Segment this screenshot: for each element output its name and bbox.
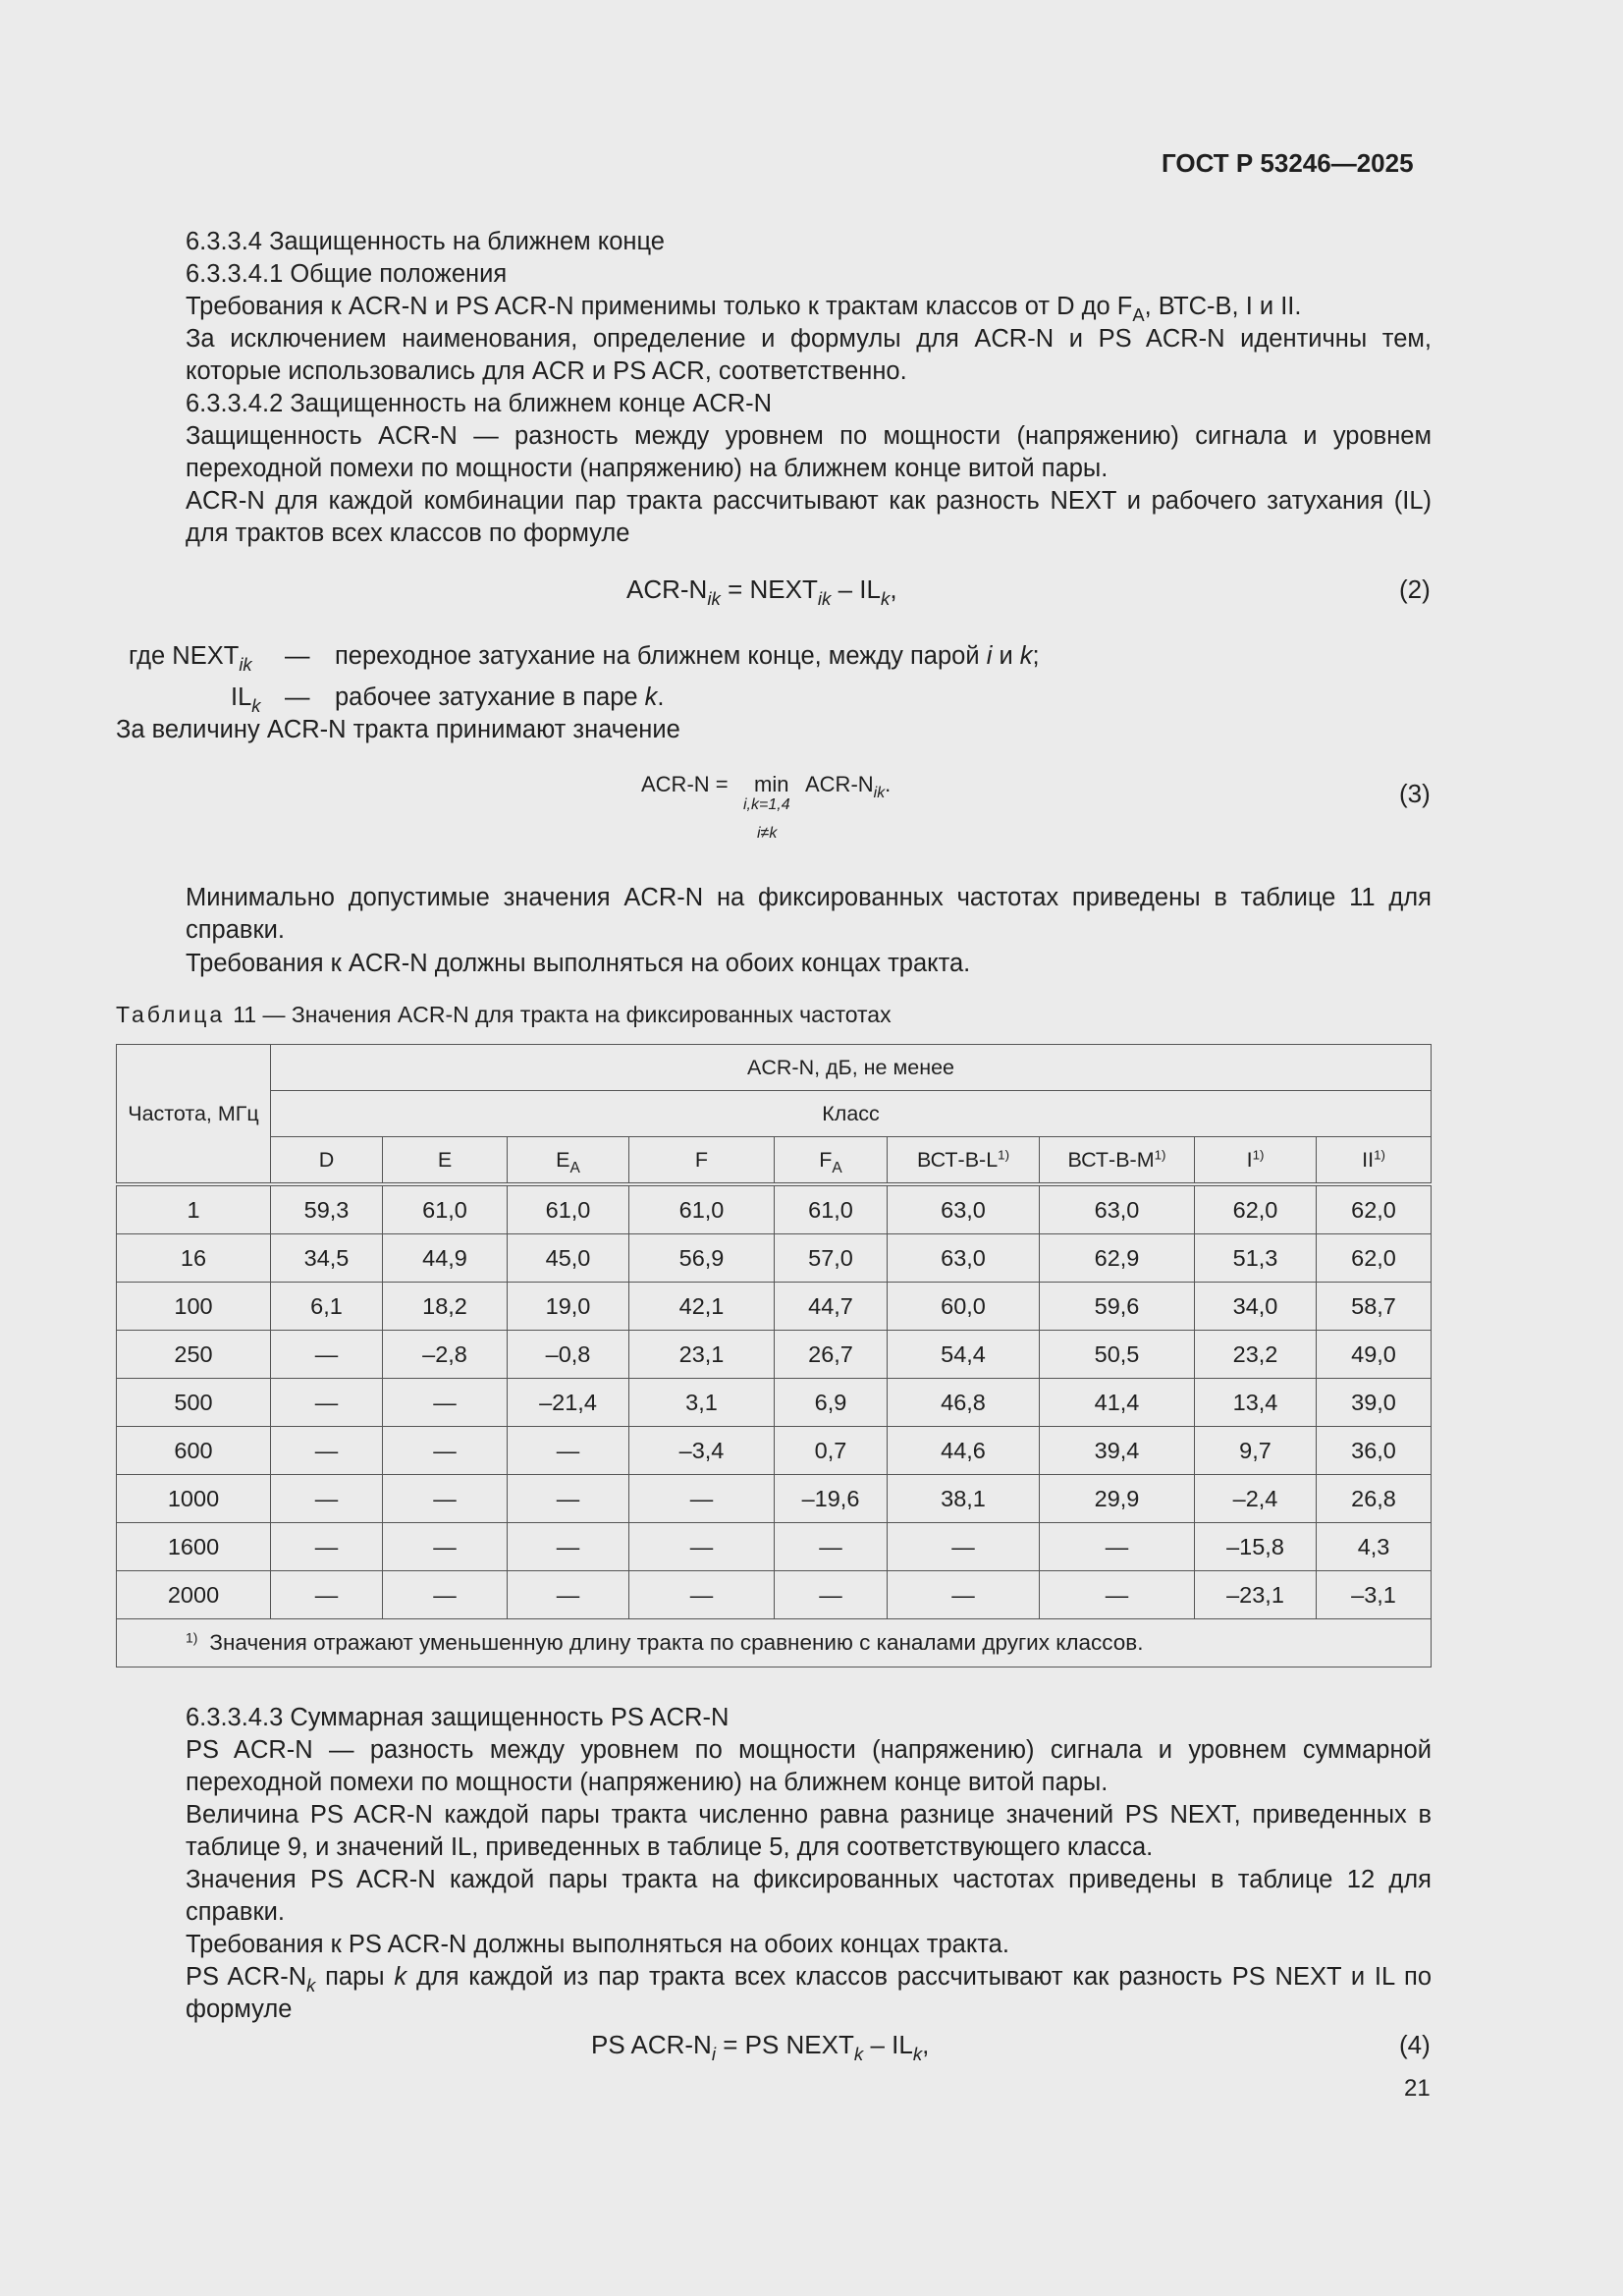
value-cell: 23,1 [629, 1331, 775, 1379]
where-line-next: где $NEXT_{ik}$ [129, 642, 252, 675]
value-cell: 49,0 [1317, 1331, 1432, 1379]
value-cell: –3,4 [629, 1427, 775, 1475]
value-cell: 59,3 [271, 1184, 383, 1234]
value-cell: — [508, 1475, 629, 1523]
value-cell: 58,7 [1317, 1283, 1432, 1331]
frequency-cell: 100 [117, 1283, 271, 1331]
section-heading-63342: 6.3.3.4.2 Защищенность на ближнем конце ACR-N [186, 390, 773, 417]
frequency-cell: 250 [117, 1331, 271, 1379]
value-cell: 61,0 [508, 1184, 629, 1234]
table-row [117, 1475, 1432, 1523]
header-class: Класс [271, 1091, 1432, 1137]
class-column-header: II$^{1)}$ [1317, 1137, 1432, 1185]
paragraph-ps-acr-n-definition: PS ACR-N — разность между уровнем по мощности (напряжению) сигнала и уровнем суммарной переходной помехи по мощности (напряжению) на ближнем конце витой пары. [186, 1736, 1432, 1796]
value-cell: 6,9 [775, 1379, 888, 1427]
table-row [117, 1427, 1432, 1475]
value-cell: –2,4 [1195, 1475, 1317, 1523]
value-cell: 9,7 [1195, 1427, 1317, 1475]
value-cell: 62,0 [1317, 1234, 1432, 1283]
value-cell: –2,8 [383, 1331, 508, 1379]
value-cell: 59,6 [1040, 1283, 1195, 1331]
where-dash-1: — [285, 642, 310, 670]
value-cell: 62,0 [1317, 1184, 1432, 1234]
value-cell: — [629, 1523, 775, 1571]
paragraph-ps-acr-n-calculation: PS ACR-$N_k$ пары k для каждой из пар тракта всех классов рассчитывают как разность PS NEXT и IL по формуле [186, 1963, 1433, 2023]
paragraph-both-ends: Требования к ACR-N должны выполняться на обоих концах тракта. [186, 950, 971, 977]
value-cell: 13,4 [1195, 1379, 1317, 1427]
paragraph-min-values: Минимально допустимые значения ACR-N на фиксированных частотах приведены в таблице 11 для справки. [186, 884, 1432, 944]
value-cell: 62,9 [1040, 1234, 1195, 1283]
value-cell: — [383, 1475, 508, 1523]
value-cell: 63,0 [888, 1234, 1040, 1283]
formula-3-term: ACR-$N_{ik}$. [805, 772, 892, 802]
value-cell: — [383, 1379, 508, 1427]
standard-header: ГОСТ Р 53246—2025 [1162, 148, 1414, 178]
paragraph-definitions: За исключением наименования, определение и формулы для ACR-N и PS ACR-N идентичны тем, которые использовались для ACR и PS ACR, соответственно. [186, 325, 1432, 385]
value-cell: 39,4 [1040, 1427, 1195, 1475]
frequency-cell: 1000 [117, 1475, 271, 1523]
class-column-header: ВСТ-$В-L^{1)}$ [888, 1137, 1040, 1185]
value-cell: — [1040, 1523, 1195, 1571]
formula-3-min: min [754, 772, 789, 796]
value-cell: 61,0 [383, 1184, 508, 1234]
value-cell: — [775, 1571, 888, 1619]
value-cell: — [383, 1523, 508, 1571]
where-dash-2: — [285, 683, 310, 711]
value-cell: 36,0 [1317, 1427, 1432, 1475]
table-row [117, 1331, 1432, 1379]
value-cell: — [271, 1379, 383, 1427]
header-frequency: Частота, МГц [117, 1045, 271, 1185]
value-cell: 45,0 [508, 1234, 629, 1283]
value-cell: — [775, 1523, 888, 1571]
class-column-header: D [271, 1137, 383, 1185]
class-column-header: $F_A$ [775, 1137, 888, 1185]
value-cell: 44,7 [775, 1283, 888, 1331]
paragraph-acr-n-value: За величину ACR-N тракта принимают значение [116, 716, 680, 743]
class-column-header: E [383, 1137, 508, 1185]
frequency-cell: 1600 [117, 1523, 271, 1571]
value-cell: 38,1 [888, 1475, 1040, 1523]
value-cell: 54,4 [888, 1331, 1040, 1379]
formula-4: PS ACR-$N_i$ = PS $NEXT_k - IL_k$, [591, 2030, 930, 2065]
value-cell: 34,5 [271, 1234, 383, 1283]
value-cell: — [629, 1475, 775, 1523]
value-cell: 0,7 [775, 1427, 888, 1475]
where-line-il: $IL_k$ [231, 683, 261, 716]
value-cell: 44,9 [383, 1234, 508, 1283]
value-cell: — [383, 1427, 508, 1475]
table-row [117, 1523, 1432, 1571]
value-cell: 41,4 [1040, 1379, 1195, 1427]
value-cell: 50,5 [1040, 1331, 1195, 1379]
value-cell: 63,0 [888, 1184, 1040, 1234]
value-cell: 61,0 [775, 1184, 888, 1234]
value-cell: 6,1 [271, 1283, 383, 1331]
value-cell: –19,6 [775, 1475, 888, 1523]
value-cell: 19,0 [508, 1283, 629, 1331]
value-cell: 29,9 [1040, 1475, 1195, 1523]
frequency-cell: 16 [117, 1234, 271, 1283]
formula-3-number: (3) [1399, 779, 1431, 808]
header-acr-n: ACR-N, дБ, не менее [271, 1045, 1432, 1091]
table-row [117, 1379, 1432, 1427]
page-number: 21 [1404, 2075, 1431, 2102]
paragraph-acr-n-calculation: ACR-N для каждой комбинации пар тракта рассчитывают как разность NEXT и рабочего затухания (IL) для трактов всех классов по формуле [186, 487, 1432, 547]
section-heading-6334: 6.3.3.4 Защищенность на ближнем конце [186, 228, 665, 255]
value-cell: 23,2 [1195, 1331, 1317, 1379]
paragraph-acr-n-definition: Защищенность ACR-N — разность между уровнем по мощности (напряжению) сигнала и уровнем переходной помехи по мощности (напряжению) на ближнем конце витой пары. [186, 422, 1432, 482]
value-cell: –23,1 [1195, 1571, 1317, 1619]
value-cell: 42,1 [629, 1283, 775, 1331]
formula-4-number: (4) [1399, 2030, 1431, 2059]
frequency-cell: 500 [117, 1379, 271, 1427]
value-cell: — [1040, 1571, 1195, 1619]
paragraph-ps-acr-n-table-ref: Значения PS ACR-N каждой пары тракта на фиксированных частотах приведены в таблице 12 для справки. [186, 1866, 1432, 1926]
value-cell: 62,0 [1195, 1184, 1317, 1234]
value-cell: 61,0 [629, 1184, 775, 1234]
value-cell: — [271, 1571, 383, 1619]
class-column-header: F [629, 1137, 775, 1185]
formula-2-number: (2) [1399, 574, 1431, 604]
formula-3-limit-1: i,k=1,4 [743, 796, 790, 813]
table-row [117, 1283, 1432, 1331]
paragraph-ps-acr-n-value: Величина PS ACR-N каждой пары тракта численно равна разнице значений PS NEXT, приведенных в таблице 9, и значений IL, приведенных в таблице 5, для соответствующего класса. [186, 1801, 1432, 1861]
value-cell: — [383, 1571, 508, 1619]
formula-3-limit-2: i≠k [757, 825, 778, 842]
value-cell: — [508, 1427, 629, 1475]
acr-n-table [116, 1044, 1432, 1667]
value-cell: — [271, 1427, 383, 1475]
section-heading-63343: 6.3.3.4.3 Суммарная защищенность PS ACR-N [186, 1704, 730, 1731]
frequency-cell: 2000 [117, 1571, 271, 1619]
value-cell: 39,0 [1317, 1379, 1432, 1427]
paragraph-requirements: Требования к ACR-N и PS ACR-N применимы только к трактам классов от D до $F_A$, ВТС-В, I и II. [186, 293, 1302, 325]
formula-3: ACR-N = [641, 772, 729, 796]
value-cell: 46,8 [888, 1379, 1040, 1427]
where-text-next: переходное затухание на ближнем конце, между парой i и k; [335, 642, 1040, 670]
value-cell: –3,1 [1317, 1571, 1432, 1619]
frequency-cell: 1 [117, 1184, 271, 1234]
value-cell: –0,8 [508, 1331, 629, 1379]
table-row [117, 1184, 1432, 1234]
value-cell: 63,0 [1040, 1184, 1195, 1234]
value-cell: 34,0 [1195, 1283, 1317, 1331]
formula-2: ACR-$N_{ik}$ = $NEXT_{ik} - IL_k$, [626, 574, 897, 610]
value-cell: 4,3 [1317, 1523, 1432, 1571]
paragraph-ps-both-ends: Требования к PS ACR-N должны выполняться на обоих концах тракта. [186, 1931, 1009, 1958]
table-row [117, 1571, 1432, 1619]
value-cell: — [888, 1523, 1040, 1571]
value-cell: 56,9 [629, 1234, 775, 1283]
value-cell: — [888, 1571, 1040, 1619]
frequency-cell: 600 [117, 1427, 271, 1475]
class-column-header: ВСТ-$В-M^{1)}$ [1040, 1137, 1195, 1185]
value-cell: 26,7 [775, 1331, 888, 1379]
table-caption: Таблица 11 — Значения ACR-N для тракта на фиксированных частотах [116, 1002, 892, 1027]
value-cell: 44,6 [888, 1427, 1040, 1475]
class-column-header: $I^{1)}$ [1195, 1137, 1317, 1185]
value-cell: 51,3 [1195, 1234, 1317, 1283]
class-column-header: $E_A$ [508, 1137, 629, 1185]
where-text-il: рабочее затухание в паре k. [335, 683, 665, 711]
value-cell: — [271, 1475, 383, 1523]
value-cell: 26,8 [1317, 1475, 1432, 1523]
value-cell: 57,0 [775, 1234, 888, 1283]
value-cell: — [271, 1523, 383, 1571]
value-cell: — [508, 1523, 629, 1571]
value-cell: –21,4 [508, 1379, 629, 1427]
table-row [117, 1234, 1432, 1283]
value-cell: 18,2 [383, 1283, 508, 1331]
value-cell: 60,0 [888, 1283, 1040, 1331]
value-cell: — [508, 1571, 629, 1619]
value-cell: — [629, 1571, 775, 1619]
value-cell: — [271, 1331, 383, 1379]
value-cell: –15,8 [1195, 1523, 1317, 1571]
table-footnote: $^{1)}$ Значения отражают уменьшенную длину тракта по сравнению с каналами других классов. [117, 1619, 1432, 1667]
value-cell: 3,1 [629, 1379, 775, 1427]
section-heading-63341: 6.3.3.4.1 Общие положения [186, 260, 508, 288]
